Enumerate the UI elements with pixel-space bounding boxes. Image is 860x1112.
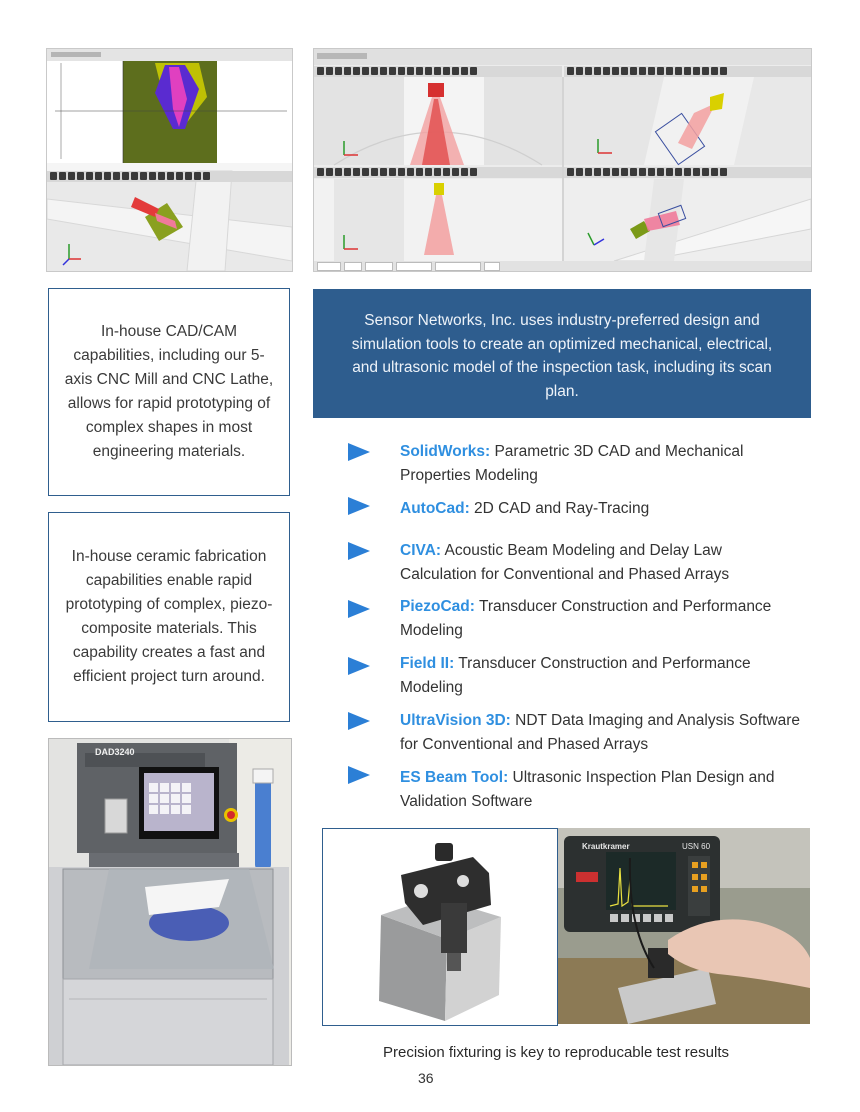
tool-name: Field II: [400,655,455,672]
tab-specimen[interactable] [317,262,341,271]
simulation-screenshot-left [46,48,293,272]
bullet-triangle-icon [348,497,370,515]
pane-toolbar-1[interactable] [314,66,562,77]
beam-simulation-graphic [47,49,292,271]
tools-intro-banner [313,289,811,418]
screenshot-tab-bar [314,261,811,271]
tool-description: Acoustic Beam Modeling and Delay Law Calculation for Conventional and Phased Arrays [400,542,730,583]
bullet-triangle-icon [348,766,370,784]
tools-intro-text: Sensor Networks, Inc. uses industry-preferred design and simulation tools to create an optimized mechanical, electrical, and ultrasonic model of the inspection task, including its scan plan. [351,312,773,400]
tool-name: PiezoCad: [400,598,475,615]
pane-toolbar-2[interactable] [564,66,811,77]
tool-description: NDT Data Imaging and Analysis Software for Conventional and Phased Arrays [400,712,801,753]
tool-description: Transducer Construction and Performance Modeling [400,655,751,696]
tab-simulation-settings[interactable] [435,262,481,271]
quad-view-graphic [314,49,811,271]
cad-cam-info-box [48,288,290,496]
pane-toolbar-4[interactable] [564,167,811,178]
fixture-render-graphic [323,829,557,1025]
fixture-cad-render [322,828,558,1026]
tab-plot[interactable] [484,262,500,271]
tool-description: Ultrasonic Inspection Plan Design and Validation Software [400,769,775,810]
view-toolbar[interactable] [47,171,292,182]
dicing-machine-photo [48,738,292,1066]
tool-description: Parametric 3D CAD and Mechanical Properties Modeling [400,443,744,484]
tool-description: 2D CAD and Ray-Tracing [469,500,650,517]
tool-name: UltraVision 3D: [400,712,511,729]
dicing-machine-graphic [49,739,291,1065]
page-number: 36 [418,1070,434,1086]
ceramic-fabrication-info-box [48,512,290,722]
instrument-brand: Krautkramer [582,842,630,851]
bullet-triangle-icon [348,600,370,618]
photo-caption: Precision fixturing is key to reproducable test results [383,1044,729,1061]
simulation-screenshot-right [313,48,812,272]
instrument-model: USN 60 [682,842,711,851]
instrument-photo-graphic [558,828,810,1024]
tab-scan-settings[interactable] [396,262,432,271]
pane-toolbar-3[interactable] [314,167,562,178]
bullet-triangle-icon [348,542,370,560]
bullet-triangle-icon [348,712,370,730]
tool-name: CIVA: [400,542,442,559]
bullet-triangle-icon [348,657,370,675]
bullet-triangle-icon [348,443,370,461]
ultrasonic-testing-photo [558,828,810,1024]
ceramic-fabrication-text: In-house ceramic fabrication capabilities enable rapid prototyping of complex, piezo-composite materials. This capability creates a fast and efficient project turn around. [65,548,273,685]
machine-logo: DAD3240 [95,747,135,757]
tool-name: SolidWorks: [400,443,491,460]
tab-inspection[interactable] [365,262,393,271]
tool-name: ES Beam Tool: [400,769,509,786]
tab-probe[interactable] [344,262,362,271]
tool-description: Transducer Construction and Performance Modeling [400,598,772,639]
tool-name: AutoCad: [400,500,470,517]
cad-cam-text: In-house CAD/CAM capabilities, including our 5-axis CNC Mill and CNC Lathe, allows for rapid prototyping of complex shapes in most engineering materials. [64,323,274,460]
